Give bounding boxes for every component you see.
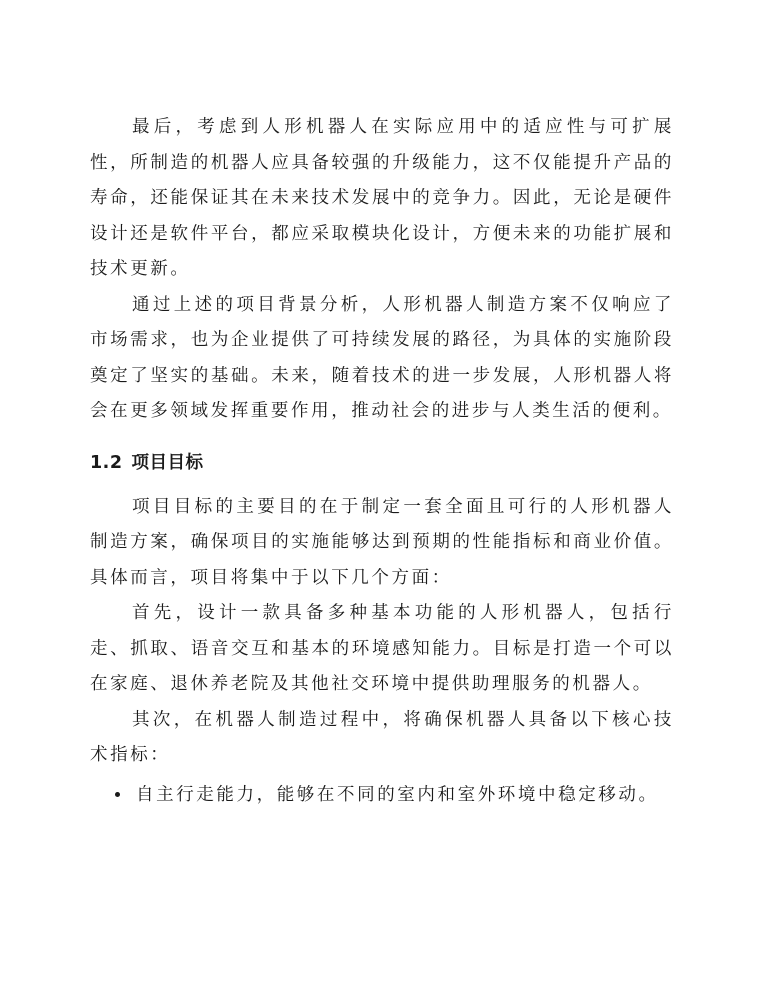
- core-metrics-list: [90, 778, 674, 814]
- document-body: [90, 110, 674, 813]
- list-item-text: 自主行走能力，能够在不同的室内和室外环境中稳定移动。: [136, 784, 659, 805]
- section-heading: [90, 446, 674, 480]
- paragraph-first-goal: 首先，设计一款具备多种基本功能的人形机器人，包括行走、抓取、语音交互和基本的环境感知能力。目标是打造一个可以在家庭、退休养老院及其他社交环境中提供助理服务的机器人。: [90, 603, 674, 694]
- section-number: 1.2: [90, 452, 123, 473]
- paragraph-second-goal: 其次，在机器人制造过程中，将确保机器人具备以下核心技术指标：: [90, 709, 674, 765]
- paragraph-upgrade-capability: 最后，考虑到人形机器人在实际应用中的适应性与可扩展性，所制造的机器人应具备较强的升级能力，这不仅能提升产品的寿命，还能保证其在未来技术发展中的竞争力。因此，无论是硬件设计还是软件平台，都应采取模块化设计，方便未来的功能扩展和技术更新。: [90, 117, 674, 279]
- section-title: 项目目标: [131, 452, 204, 473]
- list-item: [90, 778, 674, 814]
- paragraph-goal-overview: 项目目标的主要目的在于制定一套全面且可行的人形机器人制造方案，确保项目的实施能够达到预期的性能指标和商业价值。具体而言，项目将集中于以下几个方面：: [90, 496, 674, 588]
- paragraph-background-summary: 通过上述的项目背景分析，人形机器人制造方案不仅响应了市场需求，也为企业提供了可持续发展的路径，为具体的实施阶段奠定了坚实的基础。未来，随着技术的进一步发展，人形机器人将会在更多领域发挥重要作用，推动社会的进步与人类生活的便利。: [90, 294, 674, 421]
- bullet-dot-icon: [115, 792, 120, 797]
